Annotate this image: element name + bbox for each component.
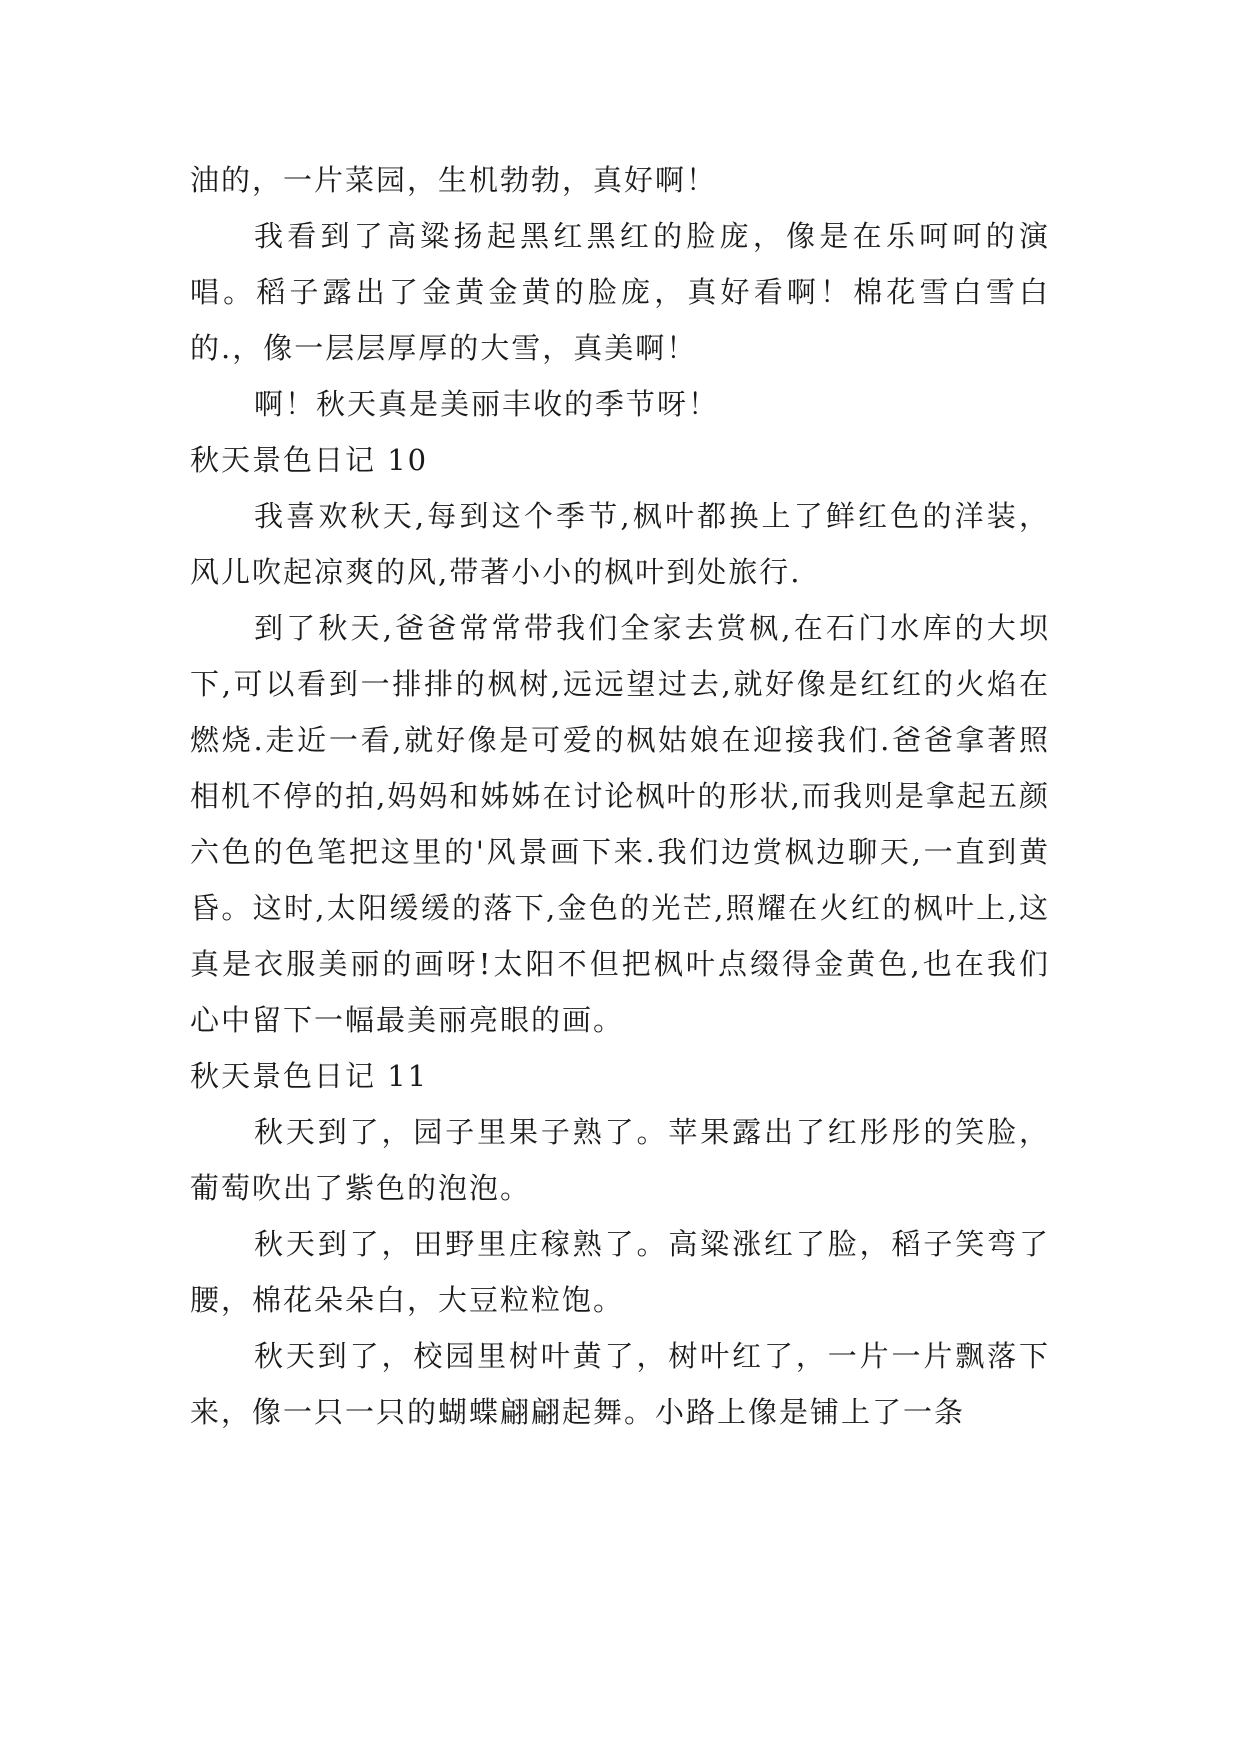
paragraph: 秋天到了，校园里树叶黄了，树叶红了，一片一片飘落下来，像一只一只的蝴蝶翩翩起舞。小路上像是铺上了一条 <box>190 1339 1050 1429</box>
paragraph: 啊！秋天真是美丽丰收的季节呀！ <box>254 387 720 421</box>
document-body <box>190 152 1050 1440</box>
paragraph: 油的，一片菜园，生机勃勃，真好啊！ <box>190 163 718 197</box>
section-heading: 秋天景色日记 11 <box>190 1059 429 1093</box>
section-heading: 秋天景色日记 10 <box>190 443 429 477</box>
paragraph: 秋天到了，田野里庄稼熟了。高粱涨红了脸，稻子笑弯了腰，棉花朵朵白，大豆粒粒饱。 <box>190 1227 1050 1317</box>
paragraph: 秋天到了，园子里果子熟了。苹果露出了红彤彤的笑脸，葡萄吹出了紫色的泡泡。 <box>190 1115 1050 1205</box>
paragraph: 我喜欢秋天,每到这个季节,枫叶都换上了鲜红色的洋装，风儿吹起凉爽的风,带著小小的枫叶到处旅行. <box>190 499 1050 589</box>
paragraph: 我看到了高粱扬起黑红黑红的脸庞，像是在乐呵呵的演唱。稻子露出了金黄金黄的脸庞，真好看啊！棉花雪白雪白的.，像一层层厚厚的大雪，真美啊！ <box>190 219 1050 365</box>
paragraph: 到了秋天,爸爸常常带我们全家去赏枫,在石门水库的大坝下,可以看到一排排的枫树,远远望过去,就好像是红红的火焰在燃烧.走近一看,就好像是可爱的枫姑娘在迎接我们.爸爸拿著照相机不停的拍,妈妈和姊姊在讨论枫叶的形状,而我则是拿起五颜六色的色笔把这里的'风景画下来.我们边赏枫边聊天,一直到黄昏。这时,太阳缓缓的落下,金色的光芒,照耀在火红的枫叶上,这真是衣服美丽的画呀!太阳不但把枫叶点缀得金黄色,也在我们心中留下一幅最美丽亮眼的画。 <box>190 611 1050 1037</box>
